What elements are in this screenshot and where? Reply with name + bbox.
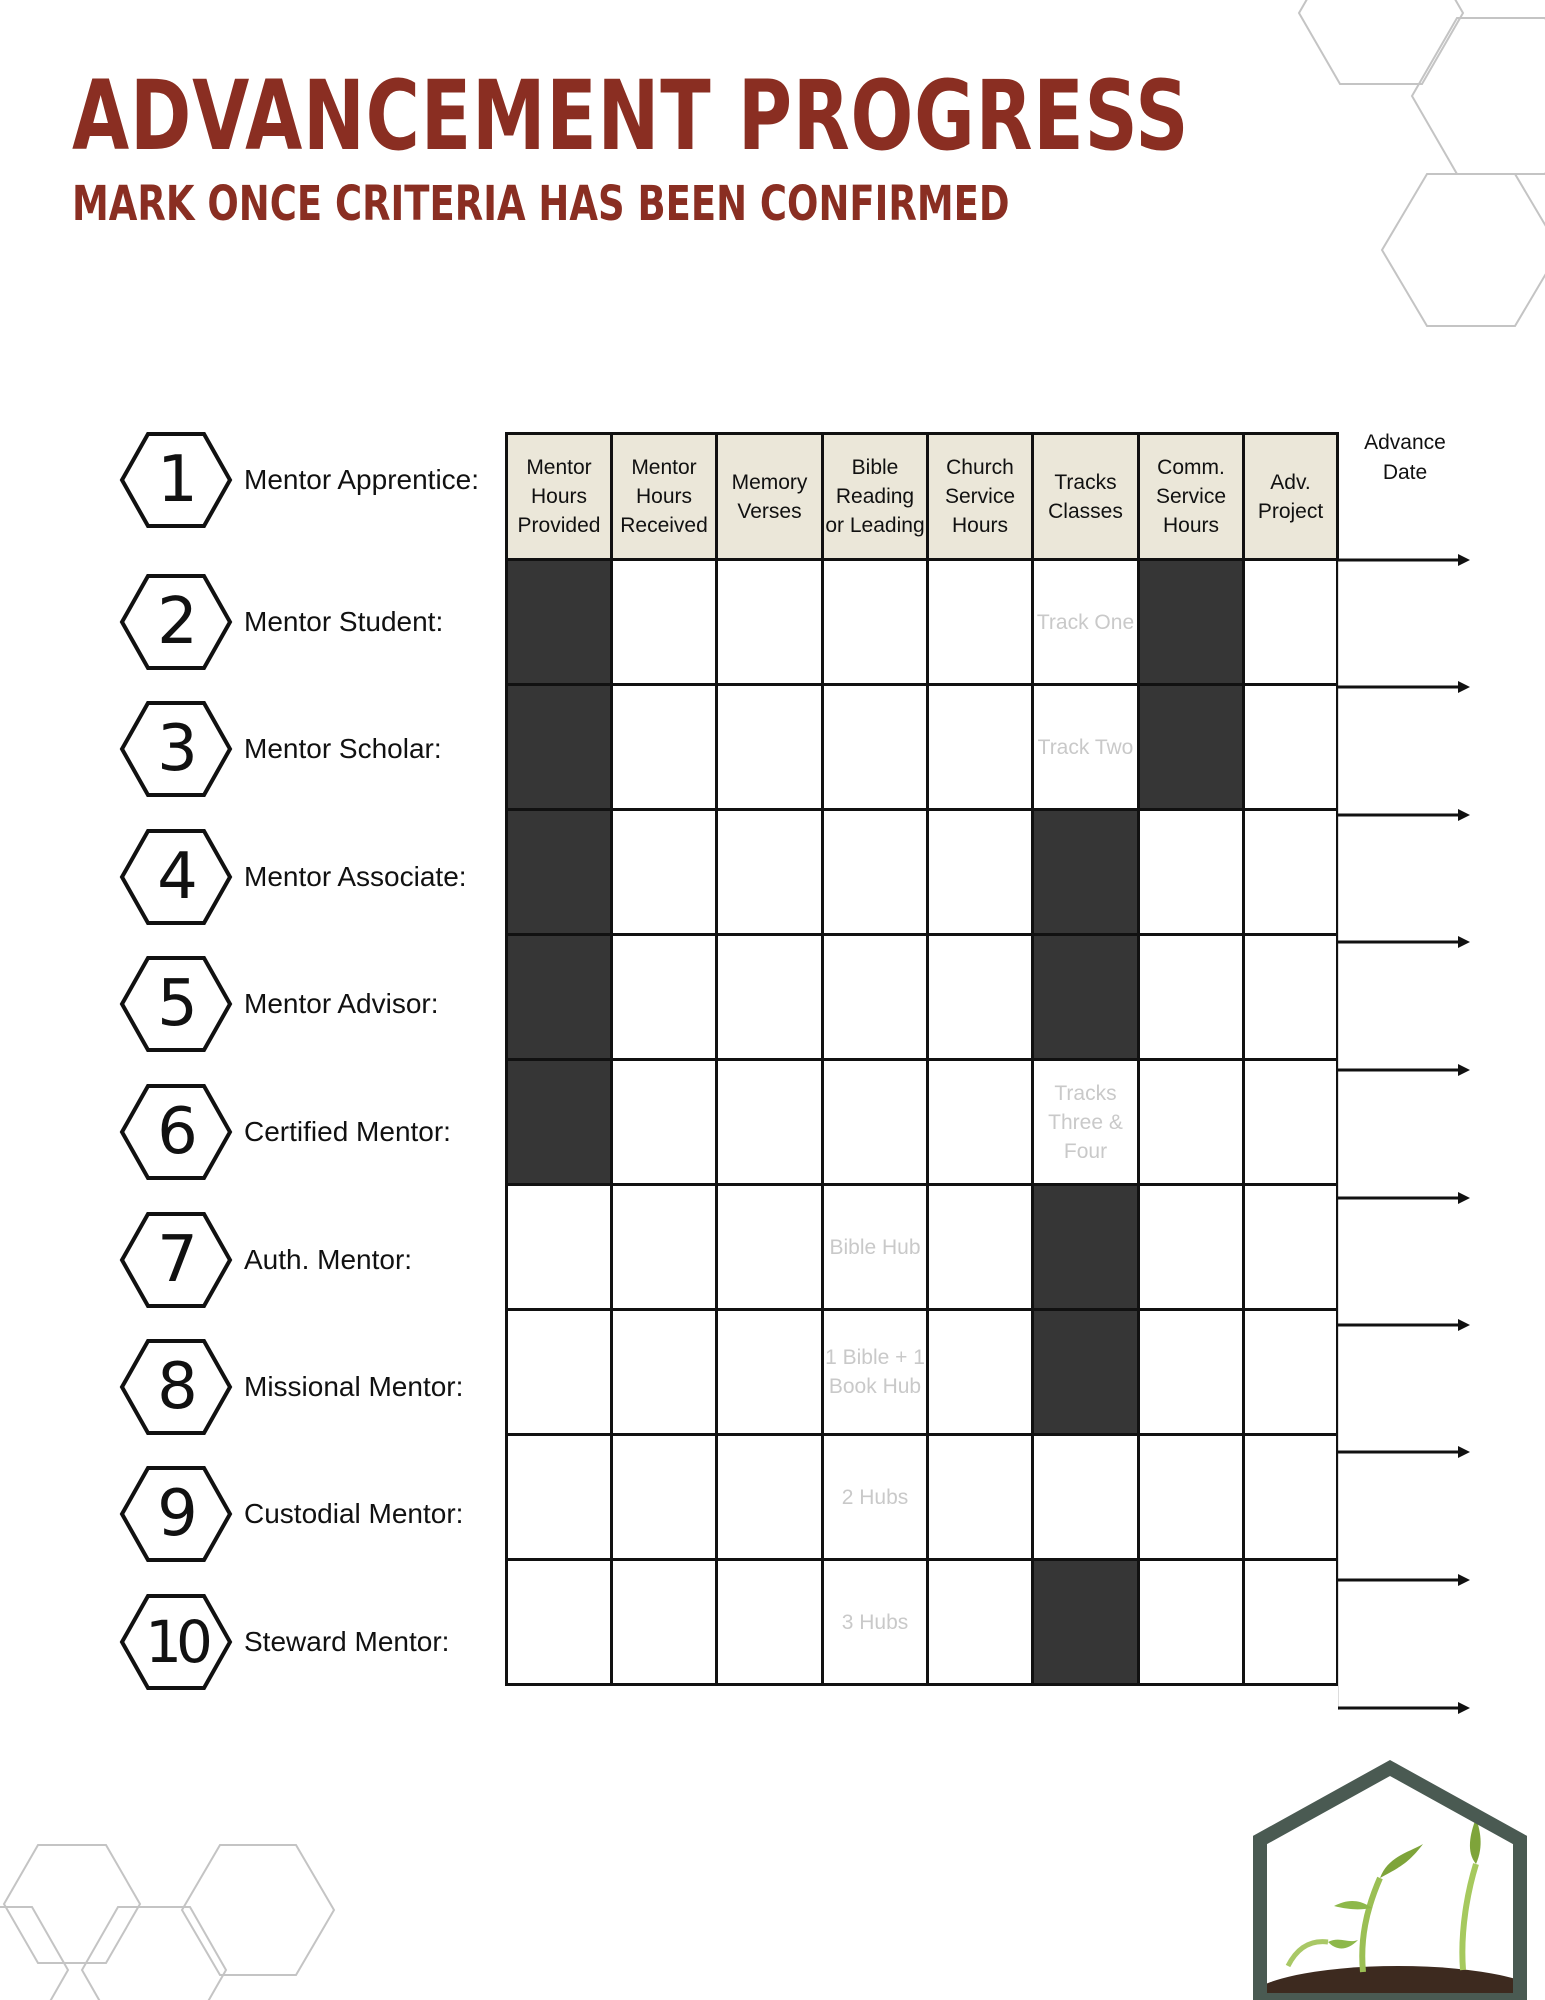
checkbox-cell[interactable]	[928, 1060, 1033, 1185]
checkbox-cell[interactable]	[717, 810, 823, 935]
checkbox-cell[interactable]	[612, 685, 717, 810]
checkbox-cell[interactable]	[1033, 1435, 1139, 1560]
level-label: Mentor Scholar:	[244, 733, 442, 764]
hexagon-number-icon	[118, 699, 234, 799]
table-row	[507, 1560, 1338, 1685]
checkbox-cell[interactable]	[612, 560, 717, 685]
hexagon-number-icon	[118, 572, 234, 672]
arrow-right-icon	[1338, 1191, 1472, 1205]
checkbox-cell[interactable]	[717, 685, 823, 810]
checkbox-cell[interactable]	[1139, 1060, 1244, 1185]
arrow-right-icon	[1338, 808, 1472, 822]
column-header: Adv. Project	[1244, 434, 1338, 560]
shaded-cell	[1033, 935, 1139, 1060]
checkbox-cell[interactable]	[717, 1310, 823, 1435]
arrow-right-icon	[1338, 1445, 1472, 1459]
checkbox-cell[interactable]	[507, 1310, 612, 1435]
table-row	[507, 560, 1338, 685]
level-label: Steward Mentor:	[244, 1626, 450, 1657]
hexagon-number-icon	[118, 1464, 234, 1564]
level-label: Mentor Associate:	[244, 861, 467, 892]
checkbox-cell[interactable]	[507, 1560, 612, 1685]
shaded-cell	[1033, 810, 1139, 935]
checkbox-cell[interactable]	[928, 1185, 1033, 1310]
page-subtitle: MARK ONCE CRITERIA HAS BEEN CONFIRMED	[72, 176, 1010, 232]
shaded-cell	[1139, 560, 1244, 685]
checkbox-cell[interactable]	[612, 1185, 717, 1310]
shaded-cell	[507, 1060, 612, 1185]
shaded-cell	[1033, 1560, 1139, 1685]
checkbox-cell[interactable]	[928, 1435, 1033, 1560]
note-cell[interactable]: 3 Hubs	[823, 1560, 928, 1685]
advance-date-header: Advance Date	[1364, 431, 1446, 484]
checkbox-cell[interactable]	[717, 1185, 823, 1310]
note-cell[interactable]: 1 Bible + 1 Book Hub	[823, 1310, 928, 1435]
advance-date-divider	[1338, 560, 1339, 1710]
sprout-logo-icon	[1248, 1760, 1538, 2000]
level-label: Auth. Mentor:	[244, 1244, 413, 1275]
table-row	[507, 1310, 1338, 1435]
checkbox-cell[interactable]	[1244, 1185, 1338, 1310]
shaded-cell	[507, 560, 612, 685]
checkbox-cell[interactable]	[612, 810, 717, 935]
level-number: 7	[157, 1223, 195, 1297]
level-number: 9	[157, 1477, 195, 1551]
hexagon-number-icon	[118, 430, 234, 530]
progress-grid	[505, 432, 1339, 1686]
table-row	[507, 1435, 1338, 1560]
checkbox-cell[interactable]	[1244, 560, 1338, 685]
hexagon-number-icon	[118, 827, 234, 927]
checkbox-cell[interactable]	[823, 685, 928, 810]
checkbox-cell[interactable]	[612, 1060, 717, 1185]
level-number: 5	[157, 967, 195, 1041]
arrow-right-icon	[1338, 1063, 1472, 1077]
level-label: Mentor Advisor:	[244, 988, 439, 1019]
arrow-right-icon	[1338, 1318, 1472, 1332]
checkbox-cell[interactable]	[823, 935, 928, 1060]
column-header: Church Service Hours	[928, 434, 1033, 560]
checkbox-cell[interactable]	[612, 1310, 717, 1435]
checkbox-cell[interactable]	[1139, 1310, 1244, 1435]
arrow-right-icon	[1338, 680, 1472, 694]
table-row	[507, 1185, 1338, 1310]
checkbox-cell[interactable]	[717, 1435, 823, 1560]
checkbox-cell[interactable]	[928, 810, 1033, 935]
checkbox-cell[interactable]	[928, 1310, 1033, 1435]
arrow-right-icon	[1338, 1701, 1472, 1715]
checkbox-cell[interactable]	[612, 935, 717, 1060]
shaded-cell	[507, 685, 612, 810]
checkbox-cell[interactable]	[928, 1560, 1033, 1685]
table-row	[507, 1060, 1338, 1185]
checkbox-cell[interactable]	[507, 1435, 612, 1560]
checkbox-cell[interactable]	[612, 1560, 717, 1685]
checkbox-cell[interactable]	[717, 935, 823, 1060]
hexagon-number-icon	[118, 1210, 234, 1310]
shaded-cell	[1139, 685, 1244, 810]
column-header: Memory Verses	[717, 434, 823, 560]
shaded-cell	[1033, 1185, 1139, 1310]
checkbox-cell[interactable]	[1244, 685, 1338, 810]
level-number: 2	[157, 585, 195, 659]
checkbox-cell[interactable]	[1139, 1560, 1244, 1685]
column-header: Mentor Hours Received	[612, 434, 717, 560]
checkbox-cell[interactable]	[717, 1060, 823, 1185]
checkbox-cell[interactable]	[928, 935, 1033, 1060]
hexagon-number-icon	[118, 1337, 234, 1437]
column-header: Mentor Hours Provided	[507, 434, 612, 560]
level-label: Mentor Student:	[244, 606, 444, 637]
level-number: 10	[145, 1608, 207, 1676]
hexagon-number-icon	[118, 1082, 234, 1182]
level-number: 4	[157, 840, 195, 914]
checkbox-cell[interactable]	[612, 1435, 717, 1560]
shaded-cell	[1033, 1310, 1139, 1435]
level-number: 3	[157, 712, 195, 786]
checkbox-cell[interactable]	[823, 810, 928, 935]
checkbox-cell[interactable]	[823, 1060, 928, 1185]
level-label: Mentor Apprentice:	[244, 464, 480, 495]
checkbox-cell[interactable]	[823, 560, 928, 685]
note-cell[interactable]: Track Two	[1033, 685, 1139, 810]
hexagon-number-icon	[118, 954, 234, 1054]
shaded-cell	[507, 810, 612, 935]
page-title: ADVANCEMENT PROGRESS	[72, 60, 1190, 172]
checkbox-cell[interactable]	[928, 560, 1033, 685]
checkbox-cell[interactable]	[928, 685, 1033, 810]
level-label: Certified Mentor:	[244, 1116, 451, 1147]
checkbox-cell[interactable]	[1139, 1185, 1244, 1310]
arrow-right-icon	[1338, 935, 1472, 949]
level-number: 8	[157, 1350, 195, 1424]
column-header: Bible Reading or Leading	[823, 434, 928, 560]
column-header: Comm. Service Hours	[1139, 434, 1244, 560]
arrow-right-icon	[1338, 553, 1472, 567]
level-number: 1	[157, 443, 195, 517]
checkbox-cell[interactable]	[717, 560, 823, 685]
checkbox-cell[interactable]	[1139, 1435, 1244, 1560]
note-cell[interactable]: Bible Hub	[823, 1185, 928, 1310]
level-label: Missional Mentor:	[244, 1371, 464, 1402]
level-number: 6	[157, 1095, 195, 1169]
table-row	[507, 935, 1338, 1060]
column-header: Tracks Classes	[1033, 434, 1139, 560]
shaded-cell	[507, 935, 612, 1060]
level-label: Custodial Mentor:	[244, 1498, 464, 1529]
note-cell[interactable]: Tracks Three & Four	[1033, 1060, 1139, 1185]
table-row	[507, 685, 1338, 810]
grid-header-row	[507, 434, 1338, 560]
checkbox-cell[interactable]	[1244, 810, 1338, 935]
checkbox-cell[interactable]	[1139, 810, 1244, 935]
checkbox-cell[interactable]	[1244, 1060, 1338, 1185]
checkbox-cell[interactable]	[1244, 935, 1338, 1060]
checkbox-cell[interactable]	[507, 1185, 612, 1310]
checkbox-cell[interactable]	[1244, 1435, 1338, 1560]
arrow-right-icon	[1338, 1573, 1472, 1587]
table-row	[507, 810, 1338, 935]
note-cell[interactable]: Track One	[1033, 560, 1139, 685]
hexagon-number-icon	[118, 1592, 234, 1692]
note-cell[interactable]: 2 Hubs	[823, 1435, 928, 1560]
checkbox-cell[interactable]	[1139, 935, 1244, 1060]
checkbox-cell[interactable]	[717, 1560, 823, 1685]
checkbox-cell[interactable]	[1244, 1560, 1338, 1685]
checkbox-cell[interactable]	[1244, 1310, 1338, 1435]
